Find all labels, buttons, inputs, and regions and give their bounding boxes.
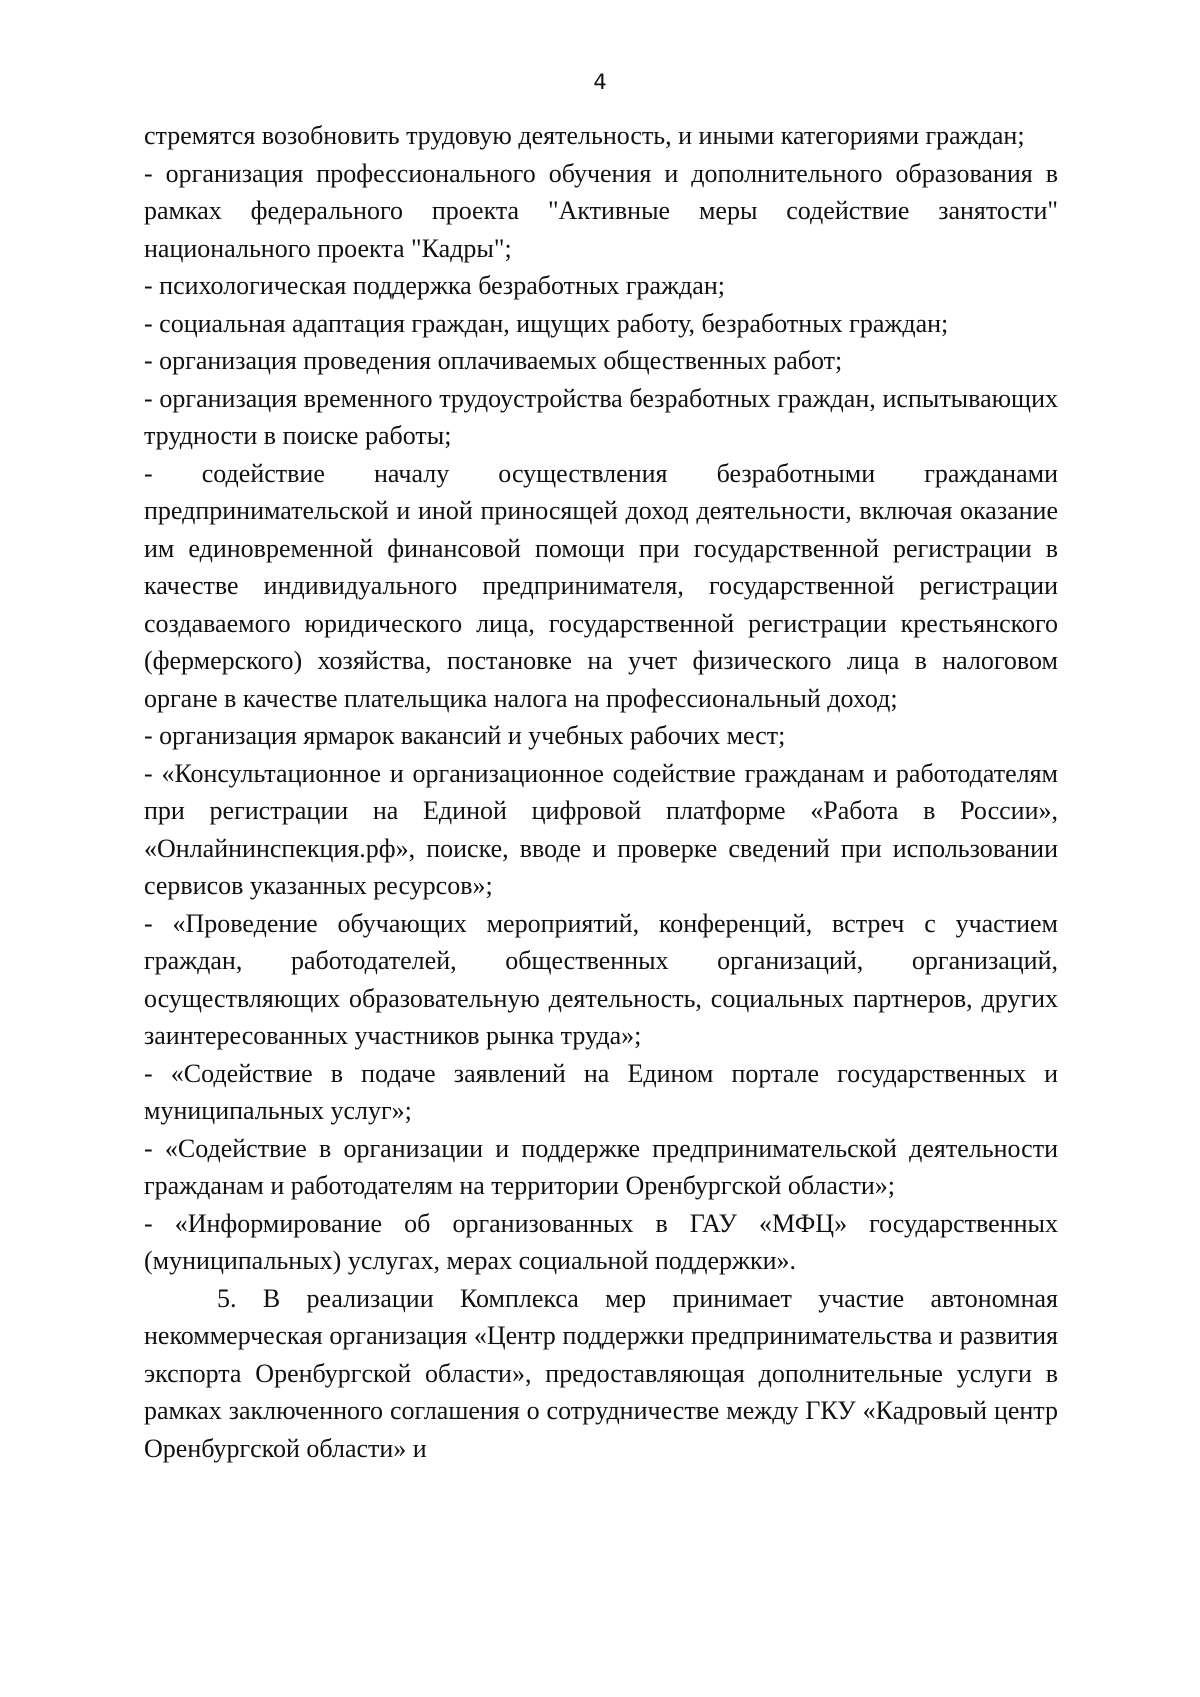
document-body [144,117,1058,1467]
list-item-business-support: - «Содействие в организации и поддержке предпринимательской деятельности гражданам и работодателям на территории Оренбургской области»; [144,1133,1058,1200]
list-item-professional-training: - организация профессионального обучения и дополнительного образования в рамках федерального проекта "Активные меры содействие занятости" национального проекта "Кадры"; [144,158,1058,263]
list-item-temporary-employment: - организация временного трудоустройства безработных граждан, испытывающих трудности в поиске работы; [144,383,1058,450]
list-item-psychological-support: - психологическая поддержка безработных граждан; [144,271,725,300]
list-item-social-adaptation: - социальная адаптация граждан, ищущих работу, безработных граждан; [144,308,949,338]
paragraph-continuation: стремятся возобновить трудовую деятельность, и иными категориями граждан; [144,121,1025,150]
list-item-gosuslugi-assistance: - «Содействие в подаче заявлений на Едином портале государственных и муниципальных услуг»; [144,1058,1058,1125]
list-item-training-events: - «Проведение обучающих мероприятий, конференций, встреч с участием граждан, работодателей, общественных организаций, организаций, осуществляющих образовательную деятельность, социальных партнеров, других заинтересованных участников рынка труда»; [144,908,1058,1050]
list-item-consulting-registration: - «Консультационное и организационное содействие гражданам и работодателям при регистрации на Единой цифровой платформе «Работа в России», «Онлайнинспекция.рф», поиске, вводе и проверке сведений при использовании сервисов указанных ресурсов»; [144,758,1058,900]
paragraph-section-5: 5. В реализации Комплекса мер принимает участие автономная некоммерческая организация «Центр поддержки предпринимательства и развития экспорта Оренбургской области», предоставляющая дополнительные услуги в рамках заключенного соглашения о сотрудничестве между ГКУ «Кадровый центр Оренбургской области» и [144,1283,1058,1463]
list-item-mfc-information: - «Информирование об организованных в ГАУ «МФЦ» государственных (муниципальных) услугах, мерах социальной поддержки». [144,1208,1058,1275]
list-item-public-works: - организация проведения оплачиваемых общественных работ; [144,346,843,375]
page-number: 4 [593,70,607,94]
list-item-job-fairs: - организация ярмарок вакансий и учебных рабочих мест; [144,721,786,750]
list-item-entrepreneurship-support: - содействие началу осуществления безработными гражданами предпринимательской и иной приносящей доход деятельности, включая оказание им единовременной финансовой помощи при государственной регистрации в качестве индивидуального предпринимателя, государственной регистрации создаваемого юридического лица, государственной регистрации крестьянского (фермерского) хозяйства, постановке на учет физического лица в налоговом органе в качестве плательщика налога на профессиональный доход; [144,458,1058,713]
